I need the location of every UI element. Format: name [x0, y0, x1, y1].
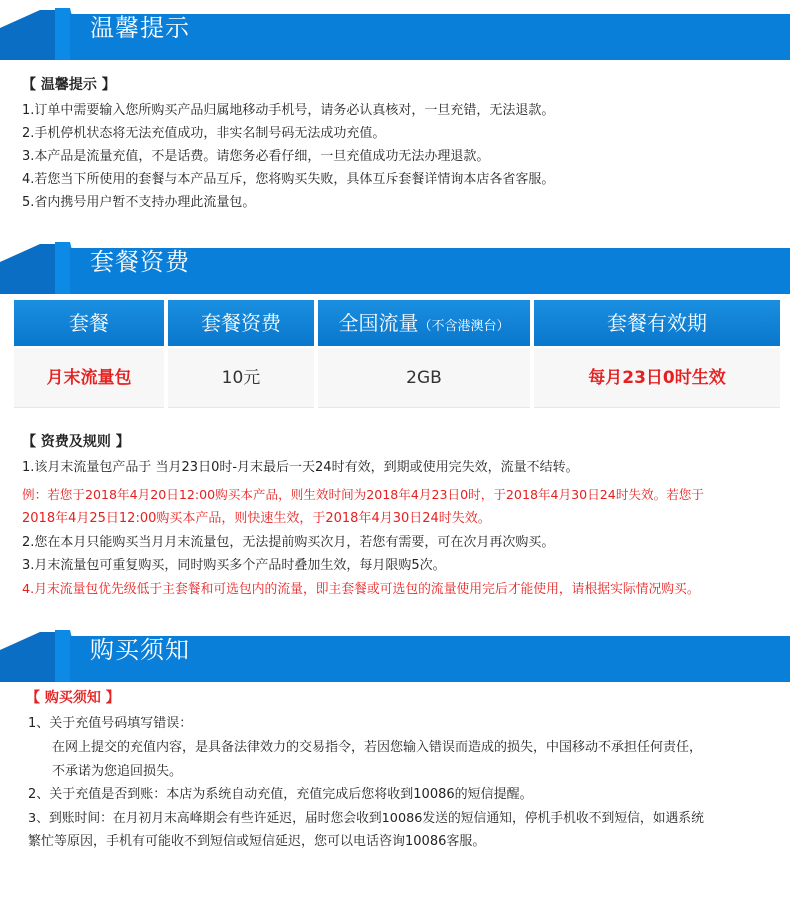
rule-example-line: 例：若您于2018年4月20日12:00购买本产品，则生效时间为2018年4月23日0时，于2018年4月30日24时失效。若您于 [22, 487, 704, 502]
traffic-header-note: （不含港澳台） [418, 319, 510, 334]
notice-line: 不承诺为您追回损失。 [52, 764, 183, 779]
rule-line: 3.月末流量包可重复购买，同时购买多个产品时叠加生效，每月限购5次。 [22, 558, 446, 573]
table-header-traffic [318, 300, 530, 346]
table-cell-traffic: 2GB [318, 348, 530, 408]
table-cell-validity: 每月23日0时生效 [534, 348, 780, 408]
table-header-validity: 套餐有效期 [534, 300, 780, 346]
table-cell-price: 10元 [168, 348, 314, 408]
pricing-table [14, 300, 780, 408]
section-title: 套餐资费 [90, 248, 190, 276]
section-banner-tips [0, 2, 790, 64]
tip-line: 4.若您当下所使用的套餐与本产品互斥，您将购买失败，具体互斥套餐详情询本店各省客服。 [22, 172, 555, 187]
table-header-price: 套餐资费 [168, 300, 314, 346]
rule-line-highlight: 4.月末流量包优先级低于主套餐和可选包内的流量，即主套餐或可选包的流量使用完后才能使用，请根据实际情况购买。 [22, 582, 700, 597]
rule-line: 2.您在本月只能购买当月月末流量包，无法提前购买次月，若您有需要，可在次月再次购买。 [22, 535, 555, 550]
tips-label: 【 温馨提示 】 [22, 77, 116, 93]
notice-line: 在网上提交的充值内容，是具备法律效力的交易指令，若因您输入错误而造成的损失，中国移动不承担任何责任， [52, 740, 703, 755]
section-banner-pricing [0, 236, 790, 298]
notice-line: 繁忙等原因，手机有可能收不到短信或短信延迟，您可以电话咨询10086客服。 [28, 834, 486, 849]
section-title: 购买须知 [90, 636, 190, 664]
section-banner-notice [0, 624, 790, 686]
table-header-package: 套餐 [14, 300, 164, 346]
tip-line: 5.省内携号用户暂不支持办理此流量包。 [22, 195, 256, 210]
tip-line: 1.订单中需要输入您所购买产品归属地移动手机号，请务必认真核对，一旦充错，无法退款。 [22, 103, 555, 118]
notice-line: 3、到账时间：在月初月末高峰期会有些许延迟，届时您会收到10086发送的短信通知，停机手机收不到短信，如遇系统 [28, 811, 704, 826]
table-cell-package: 月末流量包 [14, 348, 164, 408]
notice-line: 1、关于充值号码填写错误： [28, 716, 193, 731]
rules-label: 【 资费及规则 】 [22, 434, 130, 450]
rule-line: 1.该月末流量包产品于 当月23日0时-月末最后一天24时有效，到期或使用完失效，流量不结转。 [22, 460, 579, 475]
rule-example-line: 2018年4月25日12:00购买本产品，则快速生效，于2018年4月30日24时失效。 [22, 511, 491, 526]
tip-line: 2.手机停机状态将无法充值成功，非实名制号码无法成功充值。 [22, 126, 386, 141]
tip-line: 3.本产品是流量充值，不是话费。请您务必看仔细，一旦充值成功无法办理退款。 [22, 149, 490, 164]
section-title: 温馨提示 [90, 14, 190, 42]
notice-label: 【 购买须知 】 [26, 690, 120, 706]
notice-line: 2、关于充值是否到账：本店为系统自动充值，充值完成后您将收到10086的短信提醒。 [28, 787, 533, 802]
traffic-header-main: 全国流量 [338, 311, 419, 335]
